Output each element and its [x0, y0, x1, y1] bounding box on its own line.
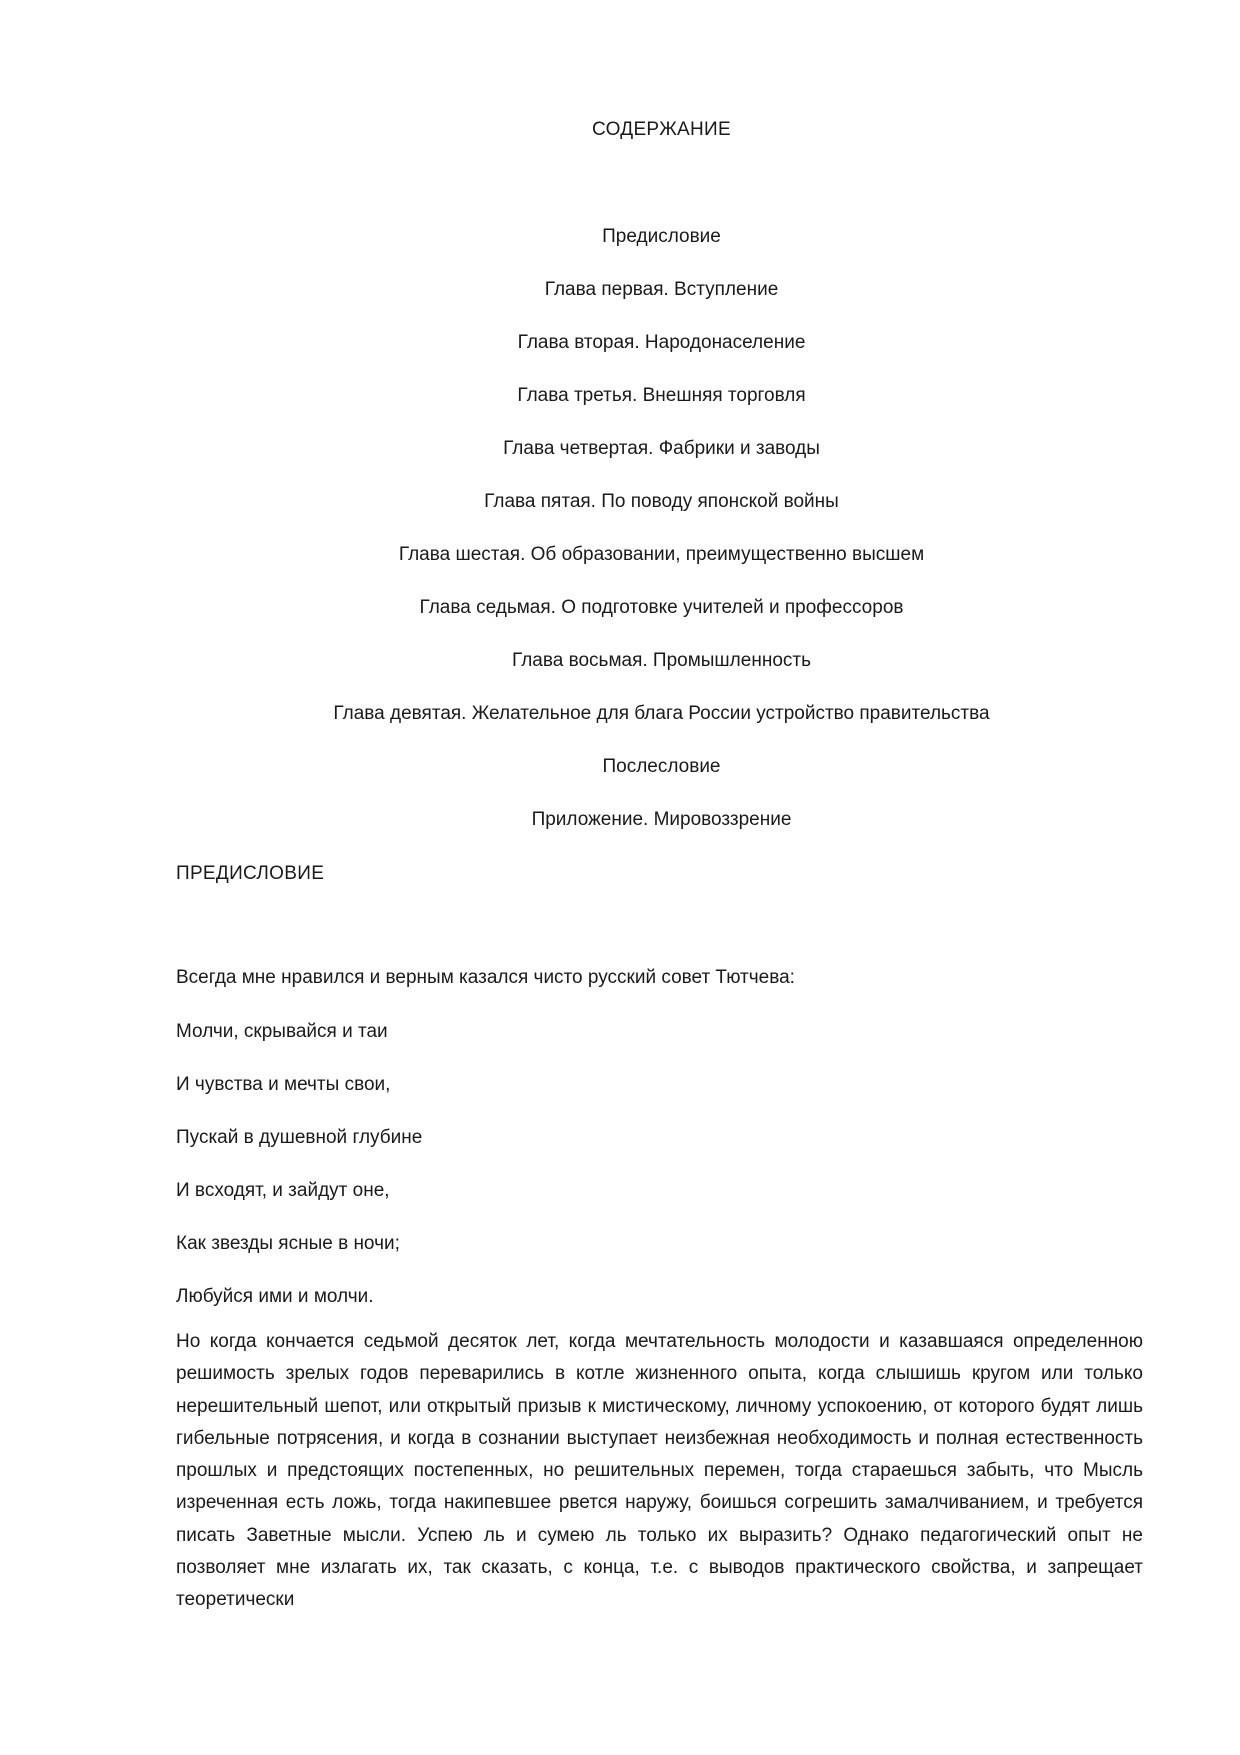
toc-item: Глава пятая. По поводу японской войны — [484, 491, 839, 512]
preface-intro: Всегда мне нравился и верным казался чисто русский совет Тютчева: — [176, 967, 795, 988]
toc-item: Глава вторая. Народонаселение — [517, 332, 806, 353]
poem-line: Молчи, скрывайся и таи — [176, 1021, 388, 1042]
toc-item: Приложение. Мировоззрение — [531, 809, 792, 830]
toc-item: Послесловие — [602, 756, 721, 777]
toc-item: Глава девятая. Желательное для блага России устройство правительства — [333, 703, 990, 724]
poem — [176, 1021, 422, 1339]
toc-item: Глава третья. Внешняя торговля — [517, 385, 806, 406]
toc-title: СОДЕРЖАНИЕ — [592, 119, 731, 140]
poem-line: И всходят, и зайдут оне, — [176, 1180, 390, 1201]
poem-line: Как звезды ясные в ночи; — [176, 1233, 400, 1254]
poem-line: Любуйся ими и молчи. — [176, 1286, 374, 1307]
toc-item: Глава восьмая. Промышленность — [512, 650, 811, 671]
toc-item: Глава первая. Вступление — [544, 279, 779, 300]
toc-item: Глава седьмая. О подготовке учителей и профессоров — [419, 597, 904, 618]
preface-paragraph: Но когда кончается седьмой десяток лет, когда мечтательность молодости и казавшаяся определенною решимость зрелых годов переварились в котле жизненного опыта, когда слышишь кругом или только нерешительный шепот, или открытый призыв к мистическому, личному успокоению, от которого будят лишь гибельные потрясения, и когда в сознании выступает неизбежная необходимость и полная естественность прошлых и предстоящих постепенных, но решительных перемен, тогда стараешься забыть, что Мысль изреченная есть ложь, тогда накипевшее рвется наружу, боишься согрешить замалчиванием, и требуется писать Заветные мысли. Успею ль и сумею ль только их выразить? Однако педагогический опыт не позволяет мне излагать их, так сказать, с конца, т.е. с выводов практического свойства, и запрещает теоретически — [176, 1331, 1143, 1611]
toc-item: Глава шестая. Об образовании, преимущественно высшем — [398, 544, 925, 565]
toc-item: Предисловие — [602, 226, 721, 247]
preface-heading: ПРЕДИСЛОВИЕ — [176, 863, 325, 884]
toc-item: Глава четвертая. Фабрики и заводы — [503, 438, 820, 459]
toc-list — [0, 226, 1240, 862]
poem-line: Пускай в душевной глубине — [176, 1127, 423, 1148]
poem-line: И чувства и мечты свои, — [176, 1074, 391, 1095]
